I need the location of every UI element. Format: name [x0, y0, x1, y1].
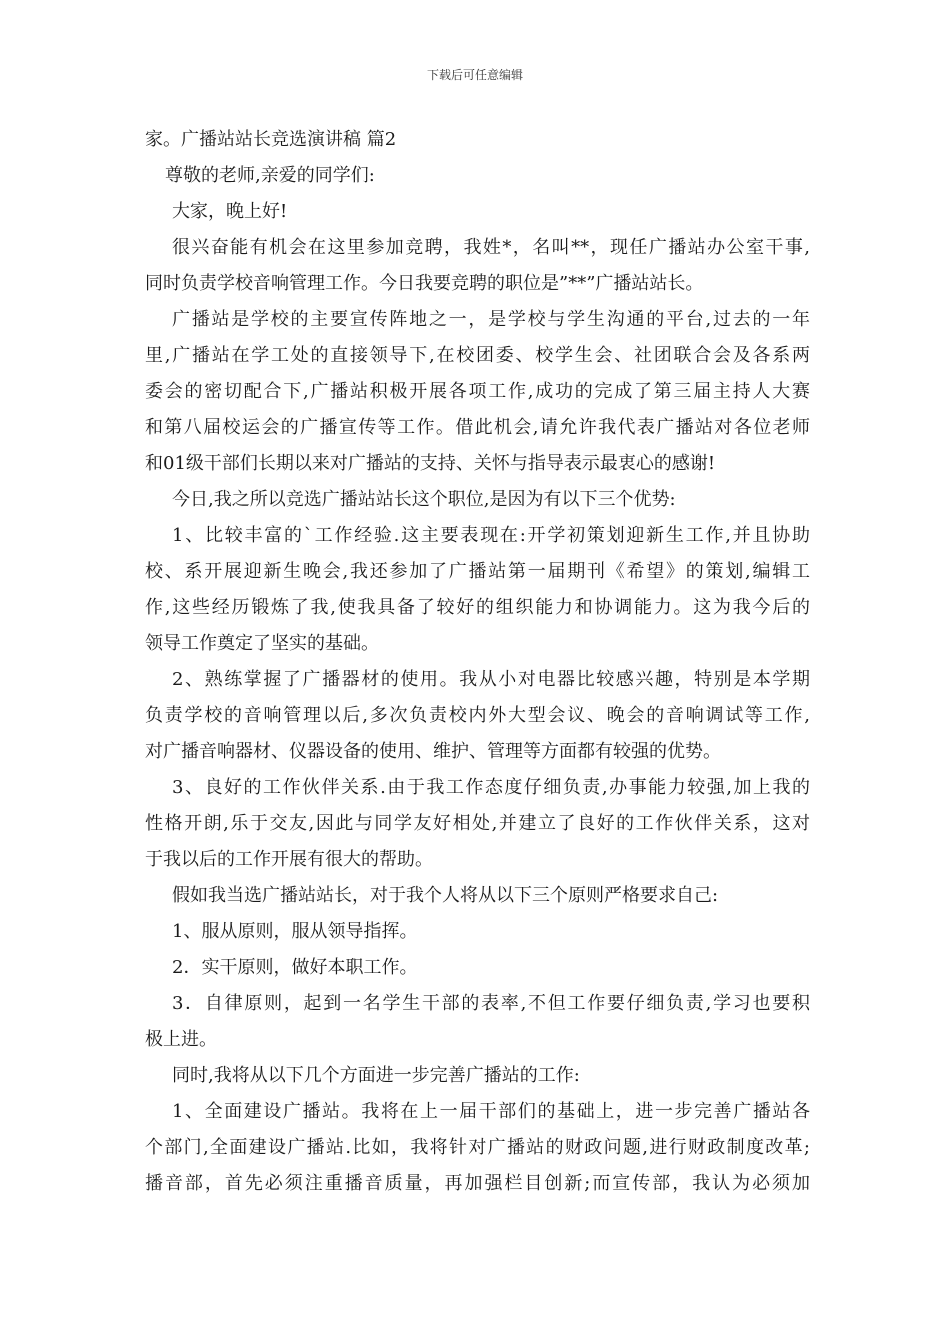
text-line: 和01级干部们长期以来对广播站的支持、关怀与指导表示最衷心的感谢! [145, 453, 716, 474]
text-line: 委会的密切配合下,广播站积极开展各项工作,成功的完成了第三届主持人大赛 [145, 381, 810, 402]
text-line: 1、服从原则，服从领导指挥。 [172, 921, 418, 942]
text-line: 家。广播站站长竞选演讲稿 篇2 [145, 129, 397, 150]
text-line: 大家，晚上好! [172, 201, 288, 222]
text-line: 对广播音响器材、仪器设备的使用、维护、管理等方面都有较强的优势。 [145, 741, 721, 762]
text-line: 和第八届校运会的广播宣传等工作。借此机会,请允许我代表广播站对各位老师 [145, 417, 810, 438]
text-line: 今日,我之所以竞选广播站站长这个职位,是因为有以下三个优势: [172, 489, 676, 510]
text-line: 作,这些经历锻炼了我,使我具备了较好的组织能力和协调能力。这为我今后的 [145, 597, 810, 618]
text-line: 假如我当选广播站站长，对于我个人将从以下三个原则严格要求自己: [172, 885, 719, 906]
text-line: 领导工作奠定了坚实的基础。 [145, 633, 379, 654]
text-line: 同时,我将从以下几个方面进一步完善广播站的工作: [172, 1065, 580, 1086]
page-header-note: 下载后可任意编辑 [426, 68, 523, 82]
text-line: 里,广播站在学工处的直接领导下,在校团委、校学生会、社团联合会及各系两 [145, 345, 810, 366]
text-line: 极上进。 [145, 1029, 217, 1050]
text-line: 2．实干原则，做好本职工作。 [172, 957, 418, 978]
text-line: 性格开朗,乐于交友,因此与同学友好相处,并建立了良好的工作伙伴关系，这对 [145, 813, 810, 834]
document-body [145, 122, 810, 1202]
text-line: 负责学校的音响管理以后,多次负责校内外大型会议、晚会的音响调试等工作, [145, 705, 810, 726]
text-line: 2、熟练掌握了广播器材的使用。我从小对电器比较感兴趣，特别是本学期 [172, 669, 810, 690]
text-line: 尊敬的老师,亲爱的同学们: [165, 165, 375, 186]
text-line: 3、良好的工作伙伴关系.由于我工作态度仔细负责,办事能力较强,加上我的 [172, 777, 810, 798]
text-line: 广播站是学校的主要宣传阵地之一，是学校与学生沟通的平台,过去的一年 [172, 309, 810, 330]
text-line: 播音部，首先必须注重播音质量，再加强栏目创新;而宣传部，我认为必须加 [145, 1173, 810, 1194]
text-line: 校、系开展迎新生晚会,我还参加了广播站第一届期刊《希望》的策划,编辑工 [145, 561, 810, 582]
text-line: 于我以后的工作开展有很大的帮助。 [145, 849, 433, 870]
text-line: 1、全面建设广播站。我将在上一届干部们的基础上，进一步完善广播站各 [172, 1101, 810, 1122]
text-line: 1、比较丰富的`工作经验.这主要表现在:开学初策划迎新生工作,并且协助 [172, 525, 810, 546]
text-line: 3．自律原则，起到一名学生干部的表率,不但工作要仔细负责,学习也要积 [172, 993, 810, 1014]
text-line: 个部门,全面建设广播站.比如，我将针对广播站的财政问题,进行财政制度改革; [145, 1137, 810, 1158]
text-line: 同时负责学校音响管理工作。今日我要竞聘的职位是”**”广播站站长。 [145, 273, 704, 294]
text-line: 很兴奋能有机会在这里参加竞聘，我姓*，名叫**，现任广播站办公室干事, [172, 237, 810, 258]
